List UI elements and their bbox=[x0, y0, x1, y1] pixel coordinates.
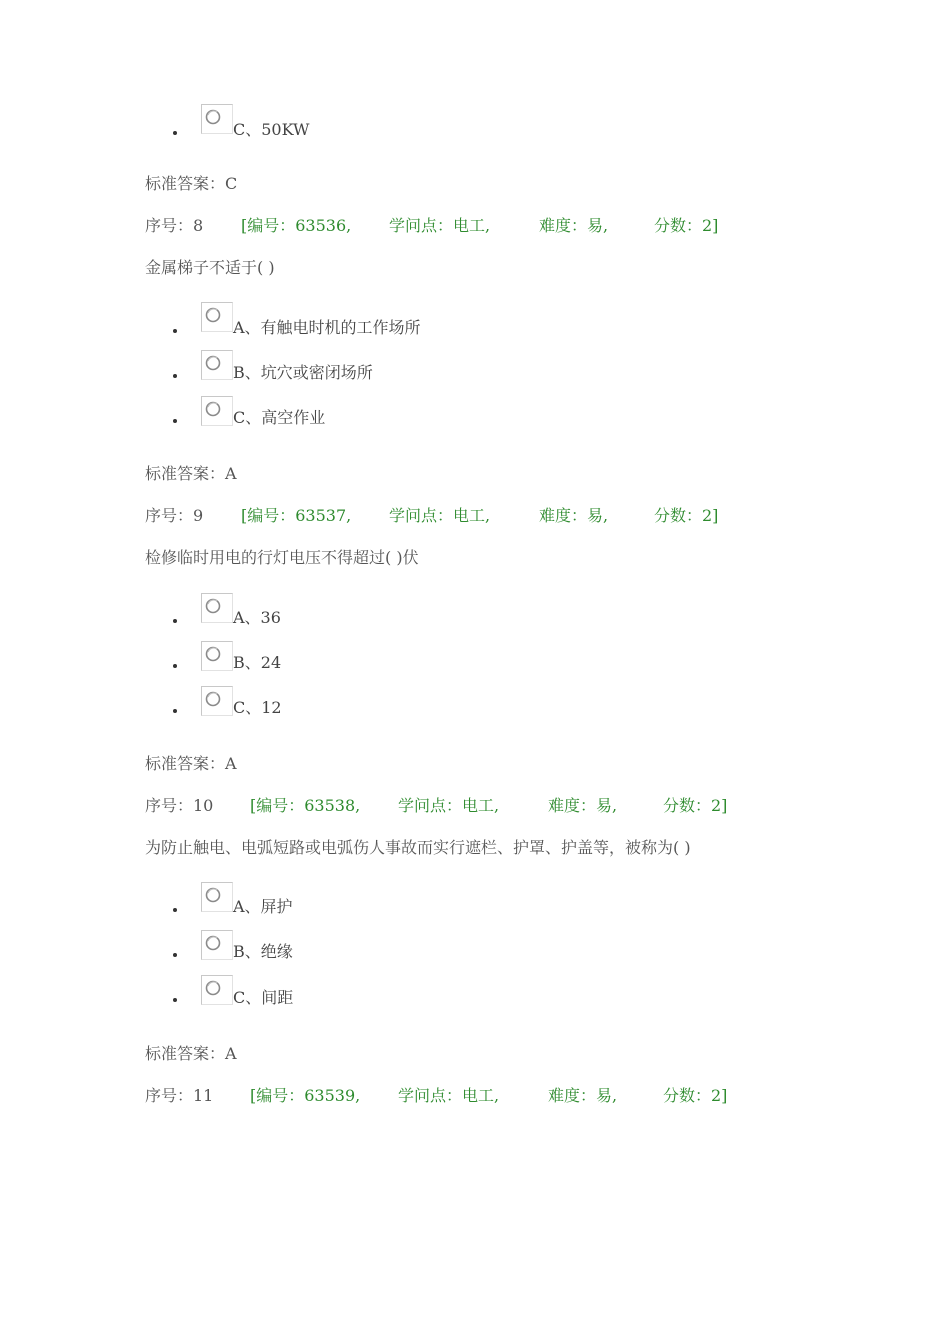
radio-option-a[interactable] bbox=[201, 882, 233, 912]
option-label: A、有触电时机的工作场所 bbox=[233, 318, 421, 337]
question-seq: 序号：8 bbox=[145, 216, 204, 235]
question-point: 学问点：电工, bbox=[389, 216, 491, 235]
radio-option-b[interactable] bbox=[201, 930, 233, 960]
question-score: 分数：2] bbox=[663, 796, 728, 815]
list-bullet bbox=[173, 419, 177, 423]
list-bullet bbox=[173, 908, 177, 912]
question-text: 金属梯子不适于( ) bbox=[145, 258, 275, 277]
option-label: C、间距 bbox=[233, 988, 294, 1007]
radio-option-a[interactable] bbox=[201, 302, 233, 332]
question-difficulty: 难度：易, bbox=[539, 506, 609, 525]
question-code: [编号：63538, bbox=[250, 796, 361, 815]
question-code: [编号：63537, bbox=[241, 506, 352, 525]
radio-option-c[interactable] bbox=[201, 686, 233, 716]
question-seq: 序号：9 bbox=[145, 506, 204, 525]
question-point: 学问点：电工, bbox=[389, 506, 491, 525]
option-label: B、坑穴或密闭场所 bbox=[233, 363, 373, 382]
question-difficulty: 难度：易, bbox=[548, 1086, 618, 1105]
list-bullet bbox=[173, 374, 177, 378]
option-label: C、50KW bbox=[233, 120, 310, 139]
standard-answer: 标准答案：A bbox=[145, 754, 237, 773]
list-bullet bbox=[173, 953, 177, 957]
question-text: 为防止触电、电弧短路或电弧伤人事故而实行遮栏、护罩、护盖等，被称为( ) bbox=[145, 838, 691, 857]
radio-option-c[interactable] bbox=[201, 396, 233, 426]
option-label: B、绝缘 bbox=[233, 942, 293, 961]
question-score: 分数：2] bbox=[654, 506, 719, 525]
radio-option-b[interactable] bbox=[201, 641, 233, 671]
radio-option-b[interactable] bbox=[201, 350, 233, 380]
list-bullet bbox=[173, 998, 177, 1002]
radio-icon bbox=[204, 597, 222, 615]
list-bullet bbox=[173, 619, 177, 623]
question-seq: 序号：10 bbox=[145, 796, 214, 815]
radio-icon bbox=[204, 934, 222, 952]
radio-icon bbox=[204, 690, 222, 708]
radio-icon bbox=[204, 306, 222, 324]
radio-icon bbox=[204, 400, 222, 418]
standard-answer: 标准答案：C bbox=[145, 174, 238, 193]
question-code: [编号：63536, bbox=[241, 216, 352, 235]
question-difficulty: 难度：易, bbox=[539, 216, 609, 235]
radio-icon bbox=[204, 645, 222, 663]
question-difficulty: 难度：易, bbox=[548, 796, 618, 815]
radio-icon bbox=[204, 354, 222, 372]
option-label: A、屏护 bbox=[233, 897, 293, 916]
question-seq: 序号：11 bbox=[145, 1086, 214, 1105]
question-meta bbox=[145, 506, 718, 526]
radio-option[interactable] bbox=[201, 104, 233, 134]
question-text: 检修临时用电的行灯电压不得超过( )伏 bbox=[145, 548, 419, 567]
question-code: [编号：63539, bbox=[250, 1086, 361, 1105]
question-point: 学问点：电工, bbox=[398, 796, 500, 815]
question-meta bbox=[145, 1086, 727, 1106]
radio-icon bbox=[204, 979, 222, 997]
question-meta bbox=[145, 796, 727, 816]
radio-icon bbox=[204, 108, 222, 126]
option-label: B、24 bbox=[233, 653, 282, 672]
option-label: A、36 bbox=[233, 608, 281, 627]
list-bullet bbox=[173, 131, 177, 135]
radio-icon bbox=[204, 886, 222, 904]
standard-answer: 标准答案：A bbox=[145, 1044, 237, 1063]
standard-answer: 标准答案：A bbox=[145, 464, 237, 483]
radio-option-c[interactable] bbox=[201, 975, 233, 1005]
question-meta bbox=[145, 216, 718, 236]
radio-option-a[interactable] bbox=[201, 593, 233, 623]
option-label: C、12 bbox=[233, 698, 282, 717]
question-score: 分数：2] bbox=[654, 216, 719, 235]
option-label: C、高空作业 bbox=[233, 408, 326, 427]
list-bullet bbox=[173, 664, 177, 668]
question-point: 学问点：电工, bbox=[398, 1086, 500, 1105]
question-score: 分数：2] bbox=[663, 1086, 728, 1105]
list-bullet bbox=[173, 709, 177, 713]
list-bullet bbox=[173, 329, 177, 333]
